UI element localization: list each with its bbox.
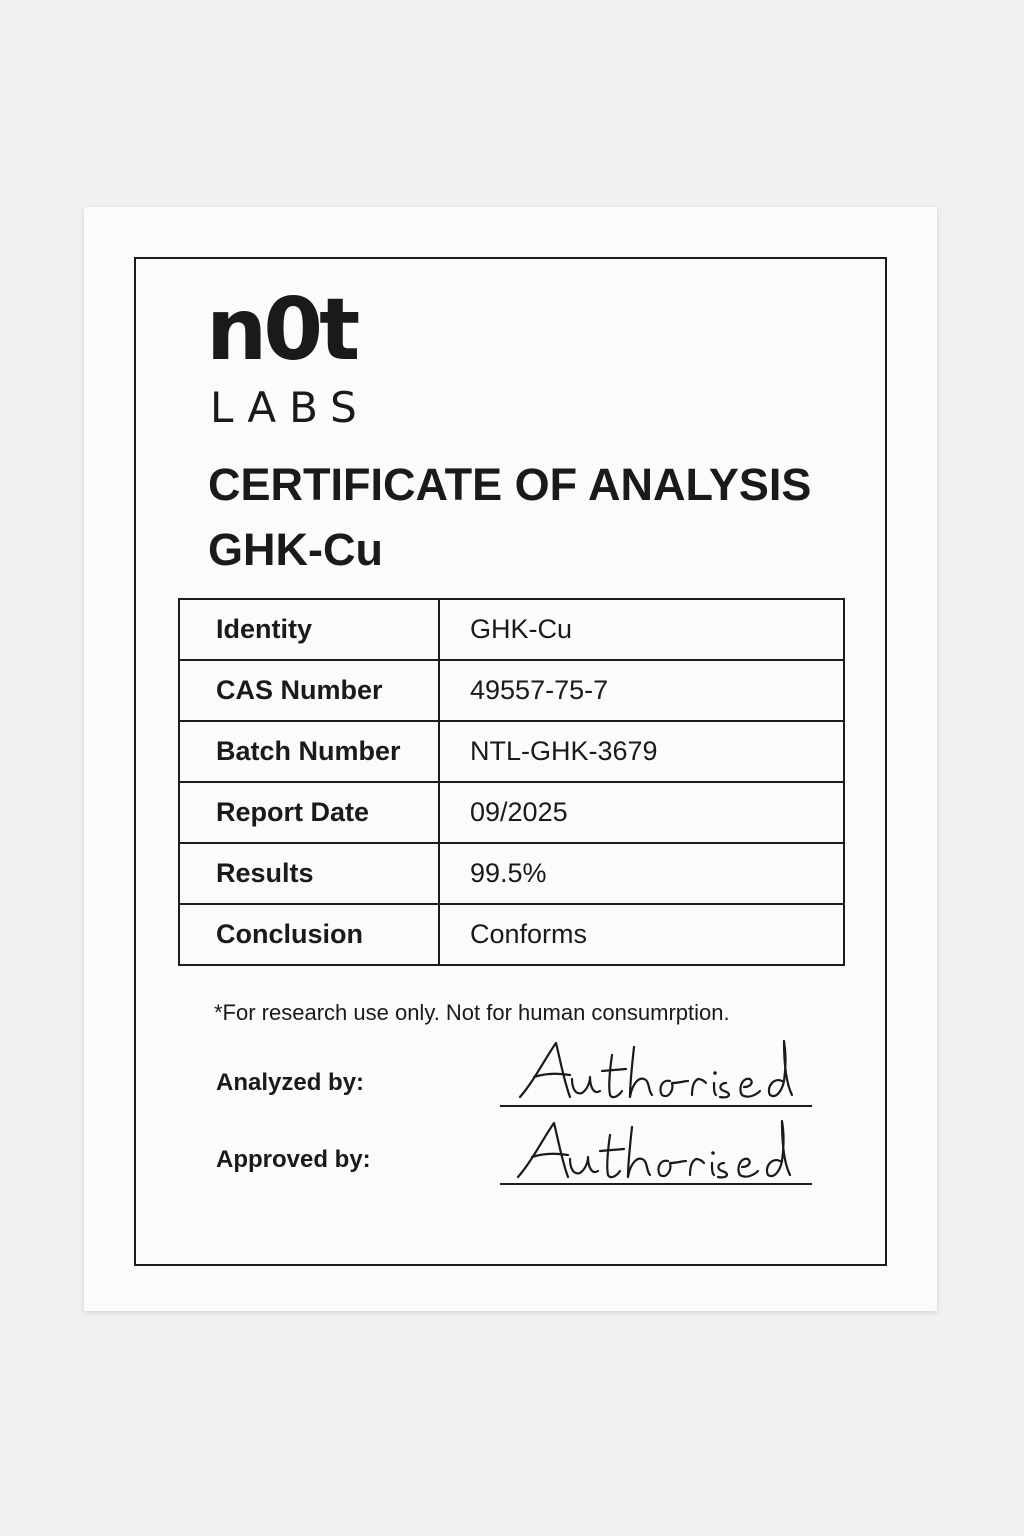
certificate-paper xyxy=(84,207,937,1311)
approved-signature-line xyxy=(500,1183,812,1185)
certificate-border xyxy=(134,257,887,1266)
table-row xyxy=(179,782,844,843)
approved-signature xyxy=(512,1117,802,1187)
table-row xyxy=(179,843,844,904)
row-value-results: 99.5% xyxy=(439,843,844,904)
analyzed-by-label: Analyzed by: xyxy=(216,1069,365,1096)
row-value-cas-number: 49557-75-7 xyxy=(439,660,844,721)
row-label-cas-number: CAS Number xyxy=(179,660,439,721)
disclaimer-note: *For research use only. Not for human consumrption. xyxy=(214,1000,730,1025)
row-value-conclusion: Conforms xyxy=(439,904,844,965)
row-label-results: Results xyxy=(179,843,439,904)
row-value-report-date: 09/2025 xyxy=(439,782,844,843)
table-row xyxy=(179,660,844,721)
analysis-table xyxy=(178,598,845,966)
table-row xyxy=(179,904,844,965)
approved-by-label: Approved by: xyxy=(216,1146,371,1173)
analyzed-signature xyxy=(512,1037,802,1107)
table-row xyxy=(179,599,844,660)
row-label-conclusion: Conclusion xyxy=(179,904,439,965)
logo-wordmark: n0t xyxy=(206,280,357,380)
table-row xyxy=(179,721,844,782)
row-label-identity: Identity xyxy=(179,599,439,660)
row-value-batch-number: NTL-GHK-3679 xyxy=(439,721,844,782)
row-label-report-date: Report Date xyxy=(179,782,439,843)
row-value-identity: GHK-Cu xyxy=(439,599,844,660)
analyzed-signature-line xyxy=(500,1105,812,1107)
logo-subtitle: LABS xyxy=(210,383,370,432)
document-title: CERTIFICATE OF ANALYSIS xyxy=(208,459,812,510)
product-name: GHK-Cu xyxy=(208,524,383,575)
row-label-batch-number: Batch Number xyxy=(179,721,439,782)
